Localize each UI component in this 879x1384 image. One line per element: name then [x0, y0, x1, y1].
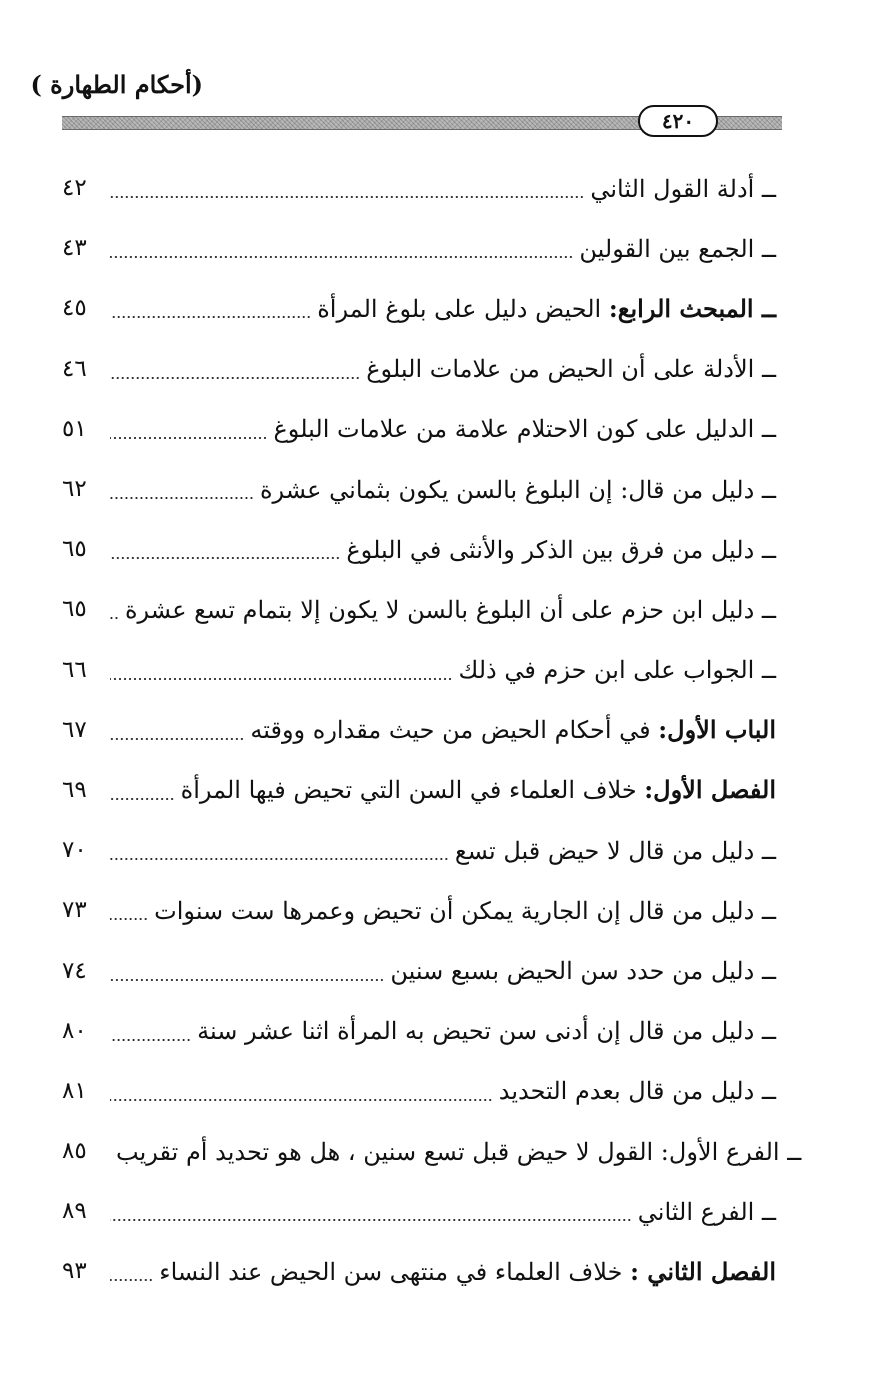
toc-title-text: ــ دليل من قال لا حيض قبل تسع — [454, 836, 776, 865]
toc-page-number: ٨٩ — [62, 1198, 87, 1225]
dot-leader — [110, 1098, 493, 1102]
toc-title — [154, 896, 776, 925]
toc-title — [125, 595, 776, 624]
toc-title-text: ــ دليل من فرق بين الذكر والأنثى في البلوغ — [346, 535, 776, 564]
toc-page-number: ٦٥ — [62, 596, 87, 623]
toc-page-number: ٨٠ — [62, 1017, 87, 1044]
toc-title — [459, 655, 777, 684]
toc-title-text: خلاف العلماء في السن التي تحيض فيها المرأة — [180, 776, 645, 805]
dot-leader — [110, 255, 573, 259]
toc-title — [366, 354, 776, 383]
toc-title — [116, 1137, 801, 1166]
dot-leader — [110, 1038, 191, 1042]
toc-title — [197, 1016, 776, 1045]
toc-entry — [62, 579, 776, 639]
dot-leader — [110, 376, 360, 380]
toc-page-number: ٤٦ — [62, 355, 87, 382]
toc-title — [317, 294, 776, 323]
dot-leader — [110, 917, 148, 921]
toc-title — [181, 775, 776, 804]
toc-entry — [62, 820, 776, 880]
toc-page-number: ٤٥ — [62, 295, 87, 322]
toc-page-number: ٦٦ — [62, 656, 87, 683]
toc-heading-lead: الفصل الأول: — [644, 775, 776, 805]
toc-title-text: ــ دليل من قال: إن البلوغ بالسن يكون بثماني عشرة — [259, 475, 776, 504]
toc-title-text: ــ دليل ابن حزم على أن البلوغ بالسن لا يكون إلا بتمام تسع عشرة — [124, 595, 776, 624]
dot-leader — [110, 315, 311, 319]
toc-title-text: ــ أدلة القول الثاني — [590, 174, 776, 203]
dot-leader — [110, 436, 267, 440]
toc-entry — [62, 940, 776, 1000]
toc-title-text: ــ دليل من قال إن الجارية يمكن أن تحيض وعمرها ست سنوات — [154, 896, 776, 925]
toc-title-text: في أحكام الحيض من حيث مقداره ووقته — [250, 716, 659, 745]
toc-page-number: ٤٢ — [62, 175, 87, 202]
toc-page-number: ٨١ — [62, 1077, 87, 1104]
toc-entry — [62, 1181, 776, 1241]
dot-leader — [110, 857, 449, 861]
toc-entry — [62, 399, 776, 459]
toc-entry — [62, 760, 776, 820]
toc-entry — [62, 339, 776, 399]
toc-page-number: ٧٠ — [62, 837, 87, 864]
toc-page-number: ٦٧ — [62, 716, 87, 743]
toc-title — [455, 836, 776, 865]
toc-title-text: ــ الأدلة على أن الحيض من علامات البلوغ — [366, 355, 776, 384]
toc-page-number: ٦٥ — [62, 536, 87, 563]
toc-title-text: ــ دليل من قال إن أدنى سن تحيض به المرأة اثنا عشر سنة — [197, 1017, 776, 1046]
dot-leader — [110, 556, 340, 560]
dot-leader — [110, 195, 584, 199]
table-of-contents — [62, 158, 802, 1302]
toc-entry — [62, 459, 776, 519]
toc-page-number: ٦٩ — [62, 776, 87, 803]
page-number-badge: ٤٢٠ — [638, 105, 718, 137]
toc-page-number: ٧٤ — [62, 957, 87, 984]
toc-entry — [62, 218, 776, 278]
toc-title — [590, 174, 776, 203]
toc-entry — [62, 1121, 802, 1181]
toc-heading-lead: ــ المبحث الرابع: — [608, 293, 776, 323]
toc-title — [390, 956, 776, 985]
toc-title-text: ــ الفرع الثاني — [637, 1197, 776, 1226]
toc-page-number: ٦٢ — [62, 476, 87, 503]
dot-leader — [110, 737, 244, 741]
dot-leader — [110, 616, 119, 620]
toc-entry — [62, 278, 776, 338]
running-header-title: (أحكام الطهارة ) — [30, 70, 203, 99]
toc-title-text: ــ الفرع الأول: القول لا حيض قبل تسع سنين ، هل هو تحديد أم تقريب — [116, 1137, 802, 1166]
toc-title-text: الحيض دليل على بلوغ المرأة — [317, 294, 609, 323]
toc-title — [346, 535, 776, 564]
toc-entry — [62, 700, 776, 760]
dot-leader — [110, 496, 254, 500]
dot-leader — [110, 1278, 153, 1282]
toc-page-number: ٤٣ — [62, 235, 87, 262]
toc-title — [273, 414, 776, 443]
toc-title — [579, 234, 776, 263]
toc-page-number: ٥١ — [62, 415, 87, 442]
toc-title — [638, 1197, 776, 1226]
toc-entry — [62, 158, 776, 218]
toc-entry — [62, 519, 776, 579]
toc-page-number: ٩٣ — [62, 1258, 87, 1285]
toc-heading-lead: الباب الأول: — [658, 715, 776, 745]
toc-title — [250, 715, 776, 744]
dot-leader — [110, 797, 175, 801]
toc-title — [159, 1257, 776, 1286]
toc-page-number: ٨٥ — [62, 1138, 87, 1165]
dot-leader — [110, 1218, 632, 1222]
toc-page-number: ٧٣ — [62, 897, 87, 924]
toc-entry — [62, 1001, 776, 1061]
toc-title-text: ــ الدليل على كون الاحتلام علامة من علامات البلوغ — [273, 415, 776, 444]
toc-entry — [62, 1061, 776, 1121]
dot-leader — [110, 978, 384, 982]
toc-title-text: ــ دليل من حدد سن الحيض بسبع سنين — [390, 957, 776, 986]
toc-title-text: ــ دليل من قال بعدم التحديد — [498, 1077, 776, 1106]
toc-title-text: ــ الجواب على ابن حزم في ذلك — [458, 656, 776, 685]
toc-title-text: ــ الجمع بين القولين — [579, 234, 776, 263]
dot-leader — [110, 677, 453, 681]
toc-title — [260, 475, 776, 504]
toc-title-text: خلاف العلماء في منتهى سن الحيض عند النساء — [159, 1257, 631, 1286]
toc-title — [499, 1076, 776, 1105]
toc-entry — [62, 880, 776, 940]
toc-entry — [62, 640, 776, 700]
toc-entry — [62, 1241, 776, 1301]
toc-heading-lead: الفصل الثاني : — [630, 1256, 776, 1286]
